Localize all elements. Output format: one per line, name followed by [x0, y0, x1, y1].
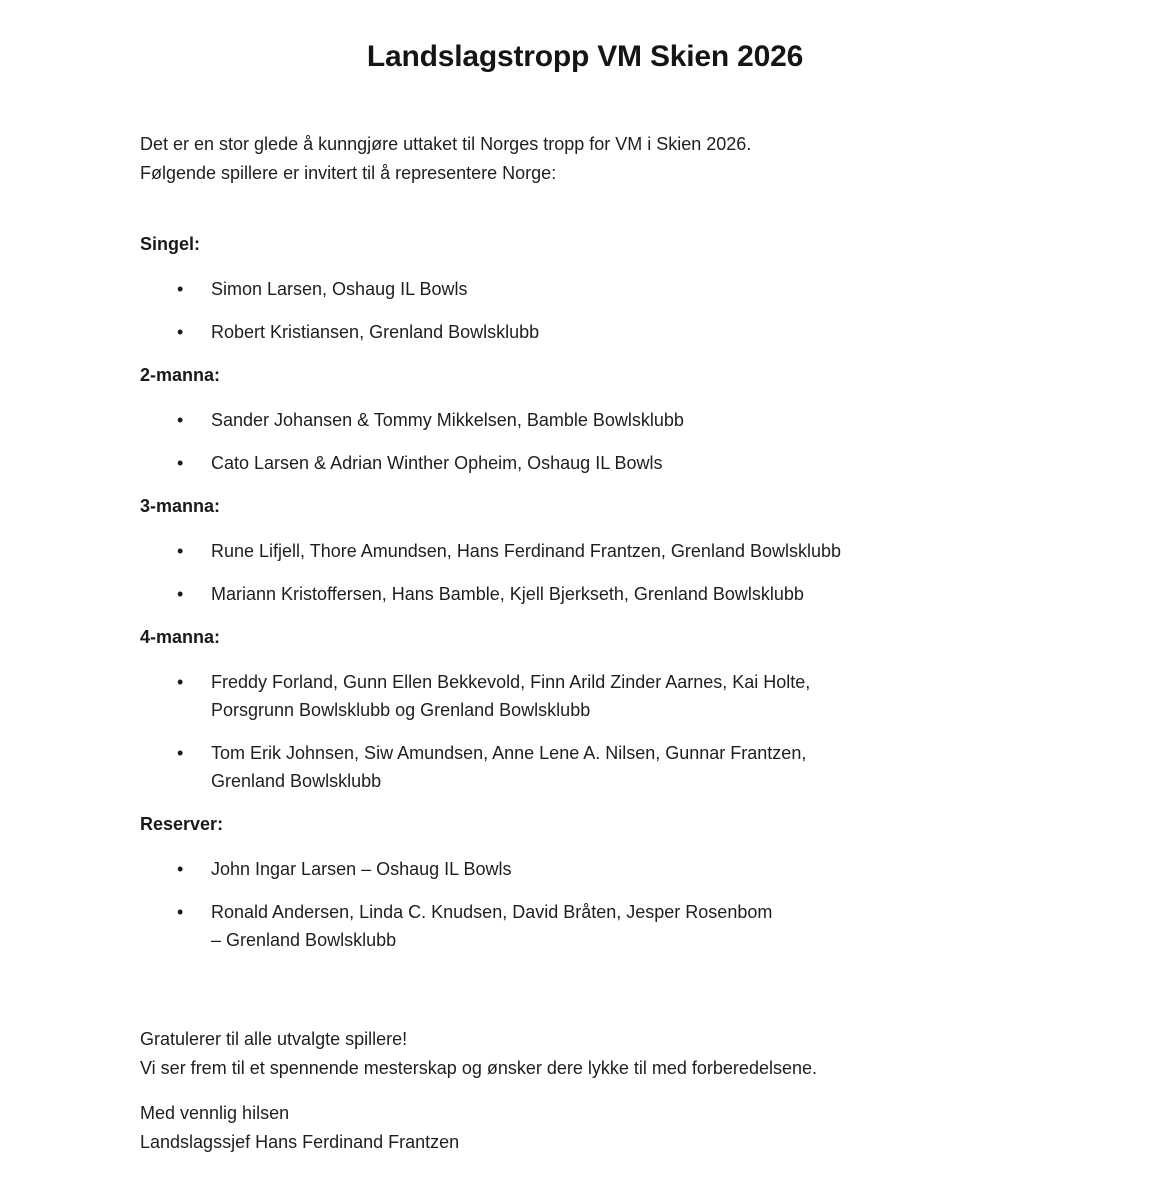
player-entry-line-2: Grenland Bowlsklubb	[211, 771, 382, 791]
blank-line	[140, 188, 1030, 216]
player-entry-line-2: Porsgrunn Bowlsklubb og Grenland Bowlsklubb	[211, 700, 591, 720]
list-item	[140, 537, 1030, 565]
player-entry: • Cato Larsen & Adrian Winther Opheim, Oshaug IL Bowls	[211, 453, 663, 473]
player-entry-line-2: – Grenland Bowlsklubb	[211, 930, 397, 950]
closing-line-1: Gratulerer til alle utvalgte spillere!	[140, 1029, 408, 1049]
player-list-2-manna	[140, 406, 1030, 477]
intro-line-1: Det er en stor glede å kunngjøre uttaket til Norges tropp for VM i Skien 2026.	[140, 134, 752, 154]
player-list-3-manna	[140, 537, 1030, 608]
player-list-reserver	[140, 855, 1030, 954]
signature-block	[140, 1099, 1030, 1157]
player-entry-line-1: • Freddy Forland, Gunn Ellen Bekkevold, Finn Arild Zinder Aarnes, Kai Holte,	[211, 672, 811, 692]
player-list-4-manna	[140, 668, 1030, 795]
player-entry: • Mariann Kristoffersen, Hans Bamble, Kjell Bjerkseth, Grenland Bowlsklubb	[211, 584, 804, 604]
list-item	[140, 449, 1030, 477]
player-entry: • John Ingar Larsen – Oshaug IL Bowls	[211, 859, 512, 879]
intro-line-2: Følgende spillere er invitert til å representere Norge:	[140, 163, 557, 183]
list-item	[140, 739, 1030, 795]
closing-paragraph	[140, 1025, 1030, 1083]
section-heading-singel: Singel:	[140, 234, 201, 254]
list-item	[140, 275, 1030, 303]
player-entry-line-1: • Ronald Andersen, Linda C. Knudsen, David Bråten, Jesper Rosenbom	[211, 902, 773, 922]
list-item	[140, 406, 1030, 434]
player-list-singel	[140, 275, 1030, 346]
player-entry: • Simon Larsen, Oshaug IL Bowls	[211, 279, 468, 299]
signoff-greeting: Med vennlig hilsen	[140, 1103, 290, 1123]
section-heading-3-manna: 3-manna:	[140, 496, 221, 516]
list-item	[140, 668, 1030, 724]
player-entry-line-1: • Tom Erik Johnsen, Siw Amundsen, Anne Lene A. Nilsen, Gunnar Frantzen,	[211, 743, 807, 763]
closing-line-2: Vi ser frem til et spennende mesterskap og ønsker dere lykke til med forberedelsene.	[140, 1058, 817, 1078]
intro-paragraph	[140, 130, 1030, 188]
player-entry: • Robert Kristiansen, Grenland Bowlsklubb	[211, 322, 540, 342]
section-heading-4-manna: 4-manna:	[140, 627, 221, 647]
list-item	[140, 855, 1030, 883]
list-item	[140, 580, 1030, 608]
blank-line	[140, 969, 1030, 1025]
player-entry: • Sander Johansen & Tommy Mikkelsen, Bamble Bowlsklubb	[211, 410, 684, 430]
list-item	[140, 318, 1030, 346]
player-entry: • Rune Lifjell, Thore Amundsen, Hans Ferdinand Frantzen, Grenland Bowlsklubb	[211, 541, 842, 561]
section-heading-2-manna: 2-manna:	[140, 365, 221, 385]
section-heading-reserver: Reserver:	[140, 814, 224, 834]
signoff-name: Landslagssjef Hans Ferdinand Frantzen	[140, 1132, 460, 1152]
list-item	[140, 898, 1030, 954]
page-title: Landslagstropp VM Skien 2026	[366, 40, 804, 73]
